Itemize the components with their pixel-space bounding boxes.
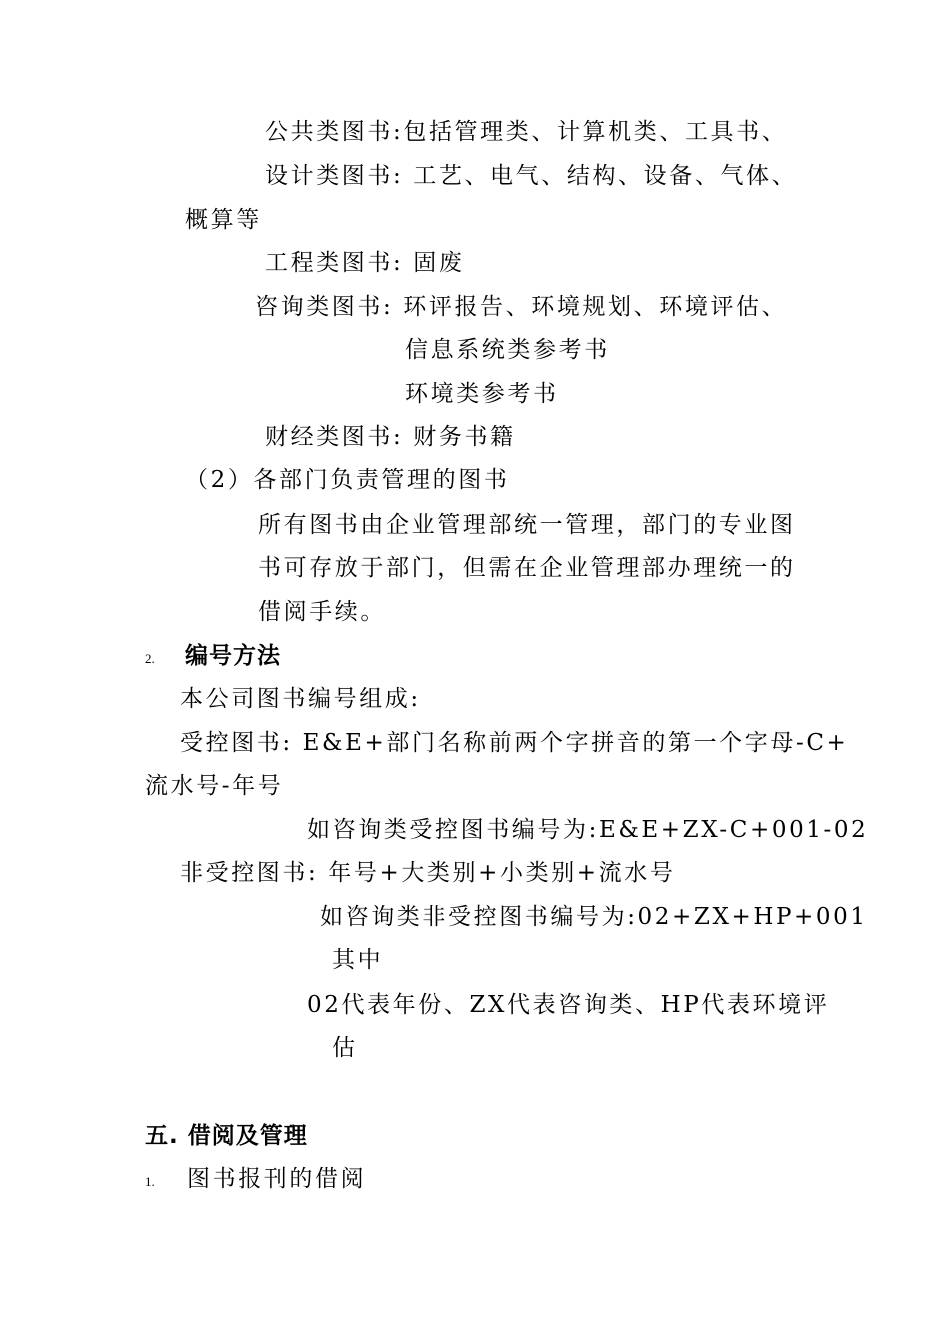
text-line: 02代表年份、ZX代表咨询类、HP代表环境评	[307, 992, 830, 1018]
text-line: 非受控图书: 年号+大类别+小类别+流水号	[180, 860, 676, 886]
list-number: 2.	[145, 651, 155, 666]
text-line: 如咨询类受控图书编号为:E&E+ZX-C+001-02	[307, 817, 869, 843]
text-line: 设计类图书: 工艺、电气、结构、设备、气体、	[265, 163, 798, 189]
text-line: 借阅手续。	[258, 599, 386, 625]
text-line: 所有图书由企业管理部统一管理，部门的专业图	[258, 512, 796, 538]
text-line: 公共类图书:包括管理类、计算机类、工具书、	[265, 119, 788, 145]
text-line: 图书报刊的借阅	[187, 1166, 367, 1192]
text-line: 信息系统类参考书	[405, 337, 610, 363]
list-number: 1.	[145, 1174, 155, 1189]
text-line: 环境类参考书	[405, 381, 559, 407]
chapter-heading: 五. 借阅及管理	[145, 1123, 308, 1149]
text-line: 受控图书: E&E+部门名称前两个字拼音的第一个字母-C+	[180, 730, 849, 756]
text-line: 如咨询类非受控图书编号为:02+ZX+HP+001	[320, 904, 868, 930]
text-line: 流水号-年号	[145, 773, 284, 799]
text-line: 估	[332, 1035, 358, 1061]
section-heading: 编号方法	[185, 643, 281, 669]
text-line: 财经类图书: 财务书籍	[265, 424, 516, 450]
text-line: （2）各部门负责管理的图书	[185, 467, 510, 493]
text-line: 书可存放于部门，但需在企业管理部办理统一的	[258, 555, 796, 581]
text-line: 概算等	[185, 207, 262, 233]
text-line: 其中	[332, 947, 384, 973]
text-line: 咨询类图书: 环评报告、环境规划、环境评估、	[255, 294, 788, 320]
text-line: 工程类图书: 固废	[265, 250, 465, 276]
text-line: 本公司图书编号组成:	[180, 686, 421, 712]
